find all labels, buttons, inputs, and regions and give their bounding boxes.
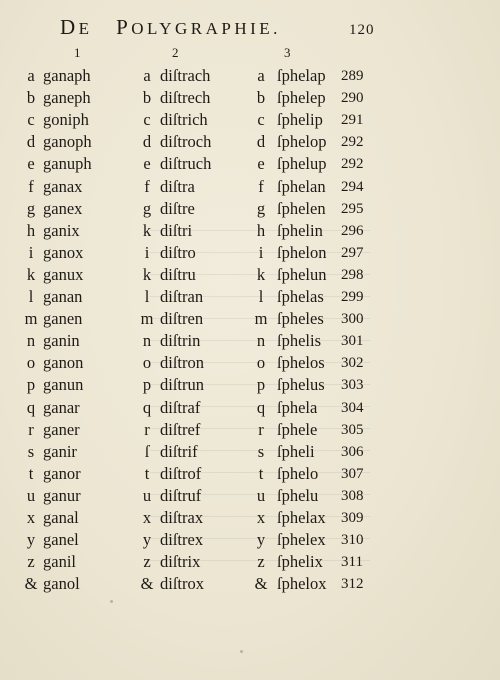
word-col-3: ſphelax [277, 508, 326, 527]
letter-col-2: & [140, 574, 154, 594]
letter-col-2: e [143, 154, 151, 174]
word-col-3: ſphelep [277, 88, 326, 108]
table-row [0, 308, 500, 330]
table-row [0, 87, 500, 109]
table-row [0, 176, 500, 198]
word-col-1: ganor [43, 463, 81, 483]
letter-col-2: t [144, 463, 150, 483]
letter-col-3: x [256, 508, 266, 527]
letter-col-2: b [142, 88, 152, 108]
word-col-1: ganan [43, 287, 83, 306]
letter-col-2: n [142, 331, 152, 351]
letter-col-3: u [256, 485, 266, 505]
letter-col-3: p [256, 375, 266, 395]
cipher-number: 290 [341, 90, 364, 107]
word-col-3: ſphele [277, 419, 318, 439]
table-row [0, 529, 500, 551]
word-col-1: goniph [43, 110, 89, 130]
cipher-number: 305 [341, 421, 364, 438]
letter-col-2: z [143, 552, 151, 572]
word-col-3: ſphela [277, 397, 318, 417]
letter-col-2: r [144, 419, 150, 439]
letter-col-3: i [258, 242, 264, 262]
letter-col-3: t [258, 463, 264, 483]
letter-col-2: ſ [144, 441, 150, 461]
word-col-2: diſtrun [160, 375, 204, 395]
letter-col-1: m [24, 309, 38, 329]
table-row [0, 198, 500, 220]
word-col-3: ſphelap [277, 66, 326, 85]
letter-col-2: a [143, 66, 151, 85]
letter-col-3: y [256, 530, 266, 550]
word-col-3: ſphelip [277, 110, 323, 130]
word-col-1: ganel [43, 530, 79, 550]
word-col-3: ſphelos [277, 353, 325, 373]
word-col-2: diſtro [160, 242, 196, 262]
letter-col-1: a [27, 66, 35, 85]
paper-speck [110, 600, 113, 603]
letter-col-2: l [144, 287, 150, 306]
word-col-1: ganun [43, 375, 84, 395]
word-col-2: diſtrax [160, 508, 204, 527]
word-col-2: diſtruf [160, 485, 202, 505]
word-col-2: diſtrech [160, 88, 211, 108]
word-col-2: diſtrich [160, 110, 208, 130]
page-number: 120 [349, 22, 375, 38]
word-col-1: ganol [43, 574, 80, 594]
letter-col-1: z [27, 552, 35, 572]
letter-col-1: b [26, 88, 36, 108]
letter-col-2: o [142, 353, 152, 373]
word-col-2: diſtran [160, 287, 204, 306]
letter-col-1: g [26, 198, 36, 218]
word-col-3: ſphelus [277, 375, 325, 395]
letter-col-2: y [142, 530, 152, 550]
word-col-1: ganer [43, 419, 80, 439]
word-col-1: ganon [43, 353, 84, 373]
word-col-2: diſtru [160, 264, 196, 284]
word-col-1: ganix [43, 220, 80, 240]
letter-col-3: a [257, 66, 265, 85]
word-col-3: ſphelu [277, 485, 319, 505]
letter-col-3: z [257, 552, 265, 572]
letter-col-1: o [26, 353, 36, 373]
cipher-number: 306 [341, 443, 364, 460]
letter-col-2: i [144, 242, 150, 262]
letter-col-3: o [256, 353, 266, 373]
letter-col-1: r [28, 419, 34, 439]
table-row [0, 153, 500, 175]
title-initial-d: D [60, 15, 79, 39]
cipher-number: 310 [341, 532, 364, 549]
cipher-number: 298 [341, 266, 364, 283]
word-col-2: diſtroch [160, 132, 212, 152]
cipher-number: 295 [341, 200, 364, 217]
word-col-2: diſtre [160, 198, 195, 218]
letter-col-1: s [27, 441, 35, 461]
word-col-1: ganur [43, 485, 81, 505]
letter-col-3: d [256, 132, 266, 152]
letter-col-2: x [142, 508, 152, 527]
table-row [0, 485, 500, 507]
cipher-number: 294 [341, 178, 364, 195]
letter-col-1: n [26, 331, 36, 351]
word-col-2: diſtrix [160, 552, 201, 572]
table-row [0, 573, 500, 595]
table-row [0, 463, 500, 485]
letter-col-3: l [258, 287, 264, 306]
letter-col-3: q [256, 397, 266, 417]
letter-col-3: m [254, 309, 268, 329]
letter-col-2: p [142, 375, 152, 395]
letter-col-3: g [256, 198, 266, 218]
word-col-3: ſpheli [277, 441, 315, 461]
cipher-number: 299 [341, 289, 364, 305]
letter-col-1: e [27, 154, 35, 174]
table-row [0, 65, 500, 87]
letter-col-3: h [256, 220, 266, 240]
word-col-2: diſtri [160, 220, 193, 240]
cipher-number: 291 [341, 112, 364, 129]
letter-col-1: d [26, 132, 36, 152]
cipher-number: 289 [341, 68, 364, 84]
word-col-1: ganex [43, 198, 83, 218]
word-col-2: diſtrif [160, 441, 198, 461]
word-col-3: ſphelin [277, 220, 323, 240]
cipher-number: 312 [341, 576, 364, 593]
word-col-2: diſtrox [160, 574, 204, 594]
word-col-3: ſphelen [277, 198, 326, 218]
word-col-2: diſtron [160, 353, 204, 373]
letter-col-3: f [258, 176, 264, 196]
word-col-1: ganil [43, 552, 76, 572]
word-col-1: ganux [43, 264, 84, 284]
word-col-3: ſpheles [277, 309, 324, 329]
word-col-2: diſtruch [160, 154, 212, 174]
word-col-1: ganaph [43, 66, 91, 85]
word-col-2: diſtra [160, 176, 195, 196]
cipher-number: 292 [341, 156, 364, 173]
letter-col-2: g [142, 198, 152, 218]
letter-col-2: m [140, 309, 154, 329]
cipher-number: 308 [341, 487, 364, 504]
letter-col-1: f [28, 176, 34, 196]
table-row [0, 242, 500, 264]
letter-col-1: q [26, 397, 36, 417]
table-row [0, 441, 500, 463]
letter-col-1: u [26, 485, 36, 505]
table-row [0, 220, 500, 242]
cipher-number: 303 [341, 377, 364, 394]
word-col-1: ganox [43, 242, 84, 262]
title-initial-p: P [116, 15, 132, 39]
word-col-1: ganal [43, 508, 79, 527]
table-row [0, 264, 500, 286]
letter-col-1: i [28, 242, 34, 262]
word-col-2: diſtren [160, 309, 204, 329]
word-col-3: ſphelix [277, 552, 323, 572]
word-col-3: ſphelis [277, 331, 321, 351]
cipher-number: 311 [341, 554, 363, 571]
letter-col-2: u [142, 485, 152, 505]
word-col-1: ganoph [43, 132, 92, 152]
table-row [0, 352, 500, 374]
word-col-3: ſphelex [277, 530, 326, 550]
letter-col-1: y [26, 530, 36, 550]
table-row [0, 419, 500, 441]
letter-col-1: k [26, 264, 36, 284]
letter-col-2: c [143, 110, 151, 130]
cipher-number: 300 [341, 311, 364, 328]
letter-col-1: p [26, 375, 36, 395]
word-col-3: ſphelas [277, 287, 324, 306]
letter-col-3: b [256, 88, 266, 108]
letter-col-1: t [28, 463, 34, 483]
paper-speck [240, 650, 243, 653]
letter-col-1: c [27, 110, 35, 130]
word-col-1: ganax [43, 176, 83, 196]
word-col-1: ganar [43, 397, 80, 417]
table-row [0, 507, 500, 529]
letter-col-2: d [142, 132, 152, 152]
word-col-1: ganen [43, 309, 83, 329]
letter-col-1: x [26, 508, 36, 527]
word-col-2: diſtraf [160, 397, 201, 417]
table-row [0, 109, 500, 131]
word-col-2: diſtrof [160, 463, 202, 483]
word-col-3: ſphelox [277, 574, 327, 594]
letter-col-2: k [142, 220, 152, 240]
cipher-number: 301 [341, 333, 364, 350]
table-row [0, 551, 500, 573]
page-title [60, 15, 281, 40]
word-col-3: ſphelo [277, 463, 319, 483]
word-col-1: ganin [43, 331, 80, 351]
letter-col-3: s [257, 441, 265, 461]
cipher-number: 309 [341, 510, 364, 526]
cipher-number: 302 [341, 355, 364, 372]
table-row [0, 286, 500, 308]
cipher-number: 297 [341, 244, 364, 261]
letter-col-3: n [256, 331, 266, 351]
cipher-number: 292 [341, 134, 364, 151]
word-col-3: ſphelop [277, 132, 327, 152]
word-col-1: ganuph [43, 154, 92, 174]
word-col-3: ſphelan [277, 176, 326, 196]
cipher-number: 296 [341, 222, 364, 239]
table-row [0, 131, 500, 153]
word-col-3: ſphelup [277, 154, 327, 174]
word-col-2: diſtrin [160, 331, 201, 351]
letter-col-3: & [254, 574, 268, 594]
letter-col-2: f [144, 176, 150, 196]
column-number-2: 2 [172, 45, 179, 60]
title-rest-olygraphie: OLYGRAPHIE. [131, 19, 281, 38]
table-row [0, 374, 500, 396]
word-col-2: diſtrex [160, 530, 204, 550]
word-col-1: ganeph [43, 88, 91, 108]
title-rest-e: E [78, 19, 93, 38]
word-col-1: ganir [43, 441, 77, 461]
column-number-3: 3 [284, 45, 291, 60]
word-col-2: diſtref [160, 419, 201, 439]
letter-col-3: c [257, 110, 265, 130]
table-row [0, 330, 500, 352]
letter-col-2: k [142, 264, 152, 284]
cipher-number: 304 [341, 399, 364, 416]
cipher-number: 307 [341, 465, 364, 482]
letter-col-3: e [257, 154, 265, 174]
letter-col-1: l [28, 287, 34, 306]
word-col-3: ſphelon [277, 242, 327, 262]
letter-col-1: & [24, 574, 38, 594]
word-col-2: diſtrach [160, 66, 211, 85]
letter-col-2: q [142, 397, 152, 417]
letter-col-3: r [258, 419, 264, 439]
word-col-3: ſphelun [277, 264, 327, 284]
letter-col-3: k [256, 264, 266, 284]
table-row [0, 397, 500, 419]
letter-col-1: h [26, 220, 36, 240]
column-number-1: 1 [74, 45, 81, 60]
